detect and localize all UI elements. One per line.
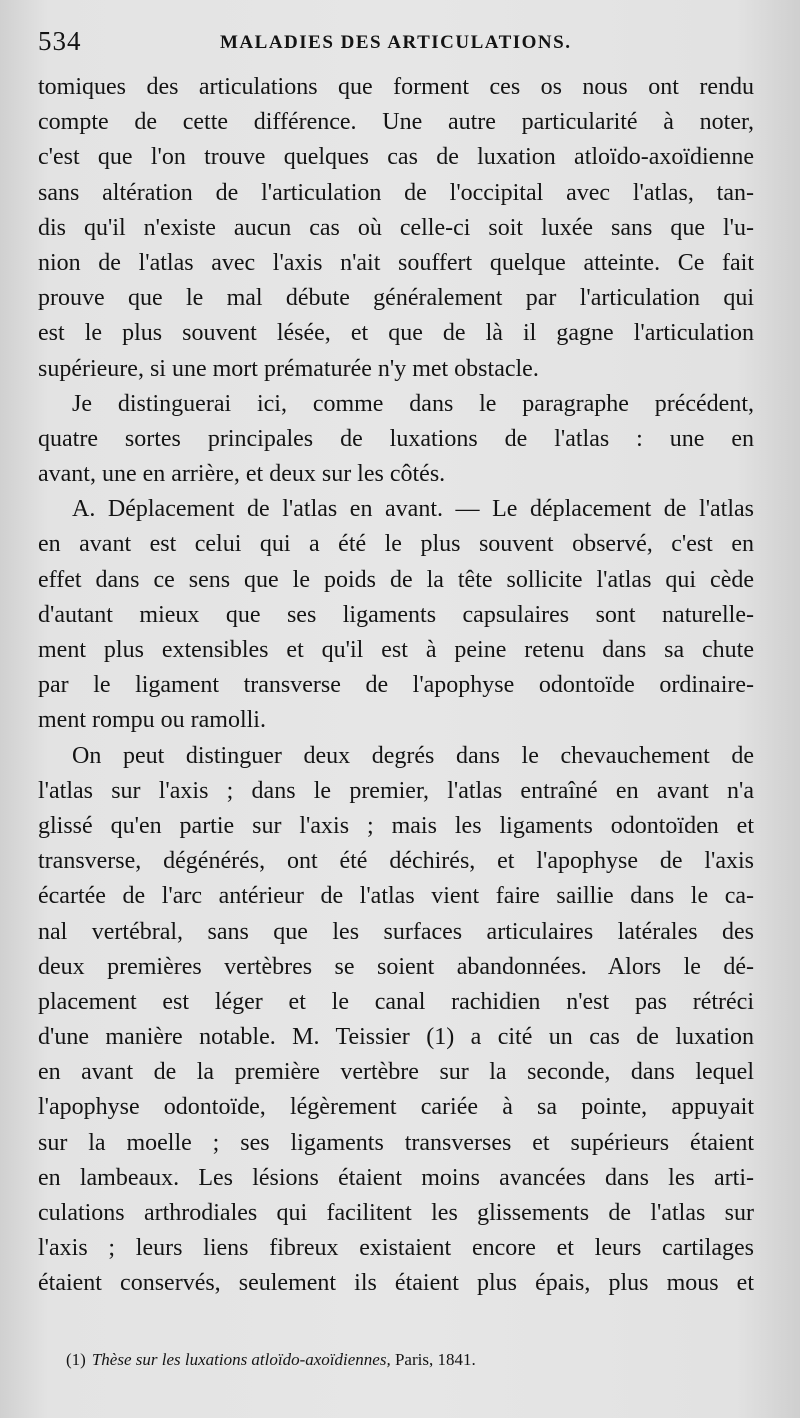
text-line: culations arthrodiales qui facilitent les glissements de l'atlas sur [38,1200,754,1226]
text-line: écartée de l'arc antérieur de l'atlas vient faire saillie dans le ca- [38,883,754,910]
text-line: l'atlas sur l'axis ; dans le premier, l'atlas entraîné en avant n'a [38,777,754,804]
text-line: glissé qu'en partie sur l'axis ; mais les ligaments odontoïden et [38,812,754,839]
page-number: 534 [38,26,82,56]
text-line: On peut distinguer deux degrés dans le chevauchement de [72,742,754,769]
text-line: A. Déplacement de l'atlas en avant. — Le déplacement de l'atlas [72,496,754,523]
footnote-place-date: Paris, 1841. [390,1350,476,1369]
text-line: quatre sortes principales de luxations de l'atlas : une en [38,425,754,452]
text-line: tomiques des articulations que forment ces os nous ont rendu [38,74,754,100]
text-line: compte de cette différence. Une autre particularité à noter, [38,109,754,136]
text-line: ment plus extensibles et qu'il est à peine retenu dans sa chute [38,637,754,663]
footnote-marker: (1) [66,1350,86,1369]
footnote-title: Thèse sur les luxations atloïdo-axoïdiennes, [91,1350,391,1369]
text-line: avant, une en arrière, et deux sur les côtés. [38,461,446,488]
text-line: en lambeaux. Les lésions étaient moins avancées dans les arti- [38,1164,754,1191]
text-line: deux premières vertèbres se soient abandonnées. Alors le dé- [38,953,754,980]
text-line: prouve que le mal débute généralement par l'articulation qui [38,285,754,312]
text-line: par le ligament transverse de l'apophyse odontoïde ordinaire- [38,672,754,699]
body-text [38,70,754,1302]
text-line: Je distinguerai ici, comme dans le paragraphe précédent, [72,390,754,417]
footnote [66,1350,476,1370]
text-line: l'apophyse odontoïde, légèrement cariée à sa pointe, appuyait [38,1094,754,1121]
text-line: sur la moelle ; ses ligaments transverses et supérieurs étaient [38,1129,754,1156]
page-header [38,24,758,60]
text-line: étaient conservés, seulement ils étaient plus épais, plus mous et [38,1270,754,1297]
text-line: dis qu'il n'existe aucun cas où celle-ci soit luxée sans que l'u- [38,214,754,241]
text-line: c'est que l'on trouve quelques cas de luxation atloïdo-axoïdienne [38,144,754,171]
text-line: d'une manière notable. M. Teissier (1) a cité un cas de luxation [38,1024,754,1051]
text-line: transverse, dégénérés, ont été déchirés, et l'apophyse de l'axis [38,848,754,875]
text-line: nal vertébral, sans que les surfaces articulaires latérales des [38,918,754,945]
text-line: en avant de la première vertèbre sur la seconde, dans lequel [38,1059,754,1086]
text-line: sans altération de l'articulation de l'occipital avec l'atlas, tan- [38,179,754,206]
text-line: placement est léger et le canal rachidien n'est pas rétréci [38,988,754,1015]
text-line: effet dans ce sens que le poids de la tête sollicite l'atlas qui cède [38,566,754,593]
text-line: supérieure, si une mort prématurée n'y met obstacle. [38,355,539,382]
text-line: d'autant mieux que ses ligaments capsulaires sont naturelle- [38,601,754,628]
text-line: nion de l'atlas avec l'axis n'ait souffert quelque atteinte. Ce fait [38,249,754,276]
running-head: MALADIES DES ARTICULATIONS. [220,32,572,53]
text-line: en avant est celui qui a été le plus souvent observé, c'est en [38,531,754,558]
text-line: l'axis ; leurs liens fibreux existaient encore et leurs cartilages [38,1235,754,1262]
text-line: ment rompu ou ramolli. [38,707,266,734]
text-line: est le plus souvent lésée, et que de là il gagne l'articulation [38,320,754,347]
